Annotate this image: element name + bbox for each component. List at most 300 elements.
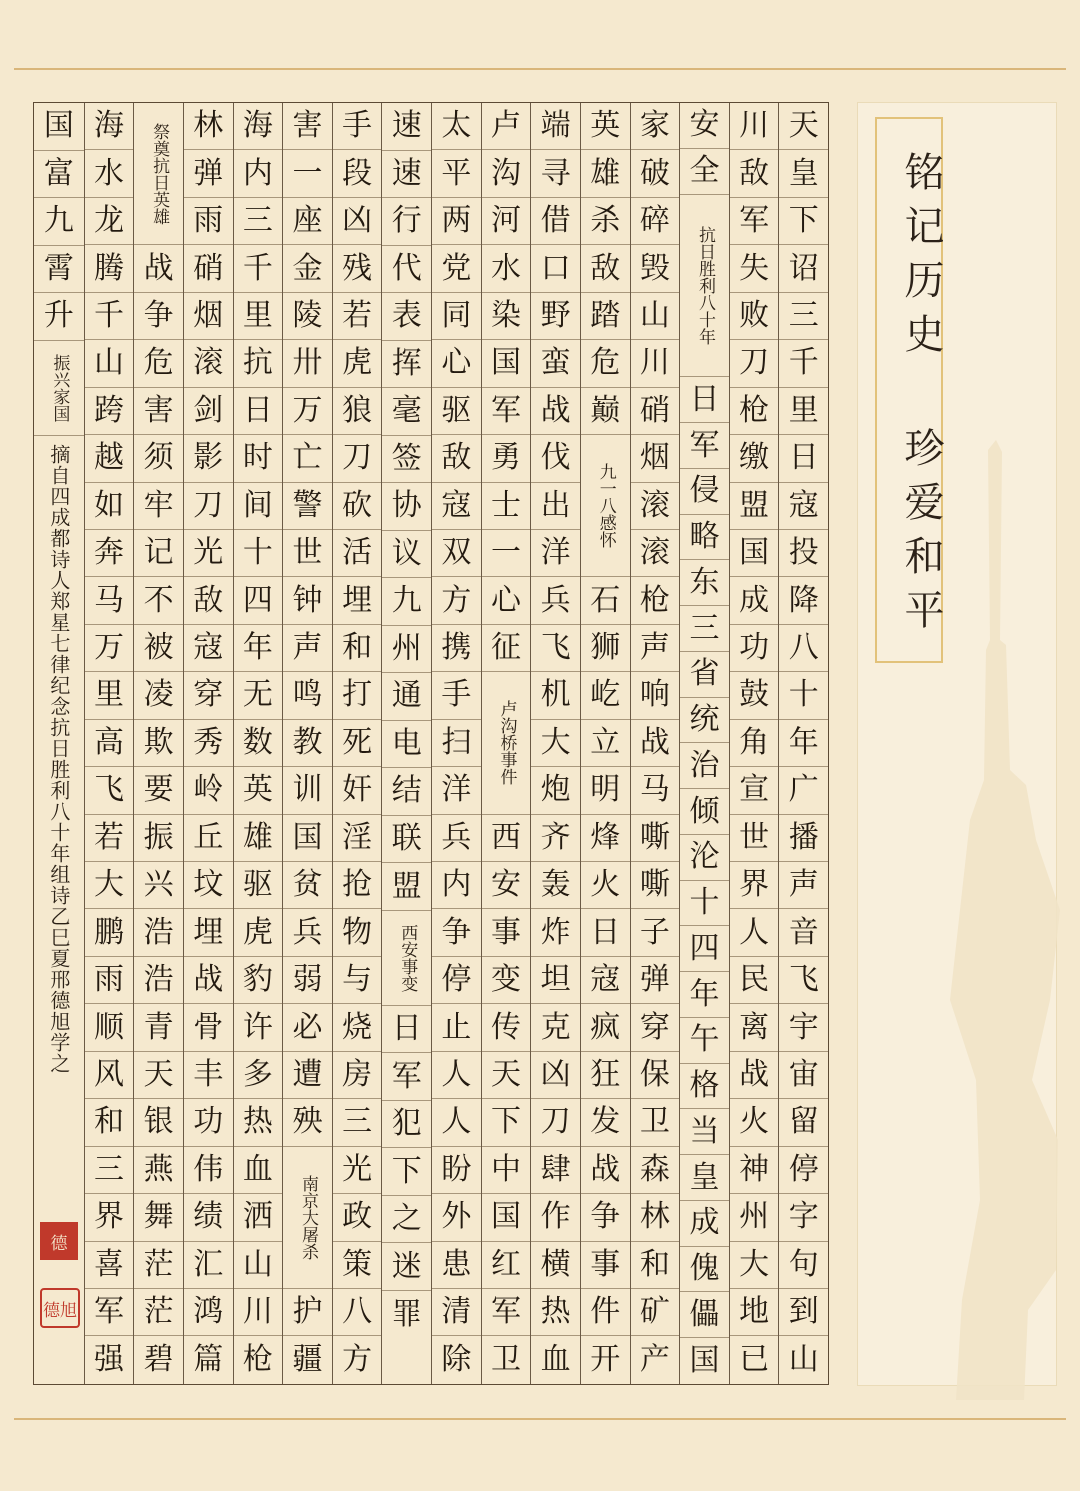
character-cell: 腾 xyxy=(85,245,134,292)
character-cell: 留 xyxy=(779,1099,828,1146)
character-cell: 寇 xyxy=(432,483,481,530)
character-cell: 砍 xyxy=(333,483,382,530)
character-cell: 事 xyxy=(482,909,531,956)
character-cell: 成 xyxy=(730,577,779,624)
character-cell: 热 xyxy=(531,1289,580,1336)
character-cell: 疯 xyxy=(581,1004,630,1051)
character-cell: 河 xyxy=(482,198,531,245)
character-cell: 沟 xyxy=(482,150,531,197)
character-cell: 死 xyxy=(333,720,382,767)
character-cell: 皇 xyxy=(680,1155,729,1201)
character-cell: 国 xyxy=(730,530,779,577)
character-cell: 停 xyxy=(432,957,481,1004)
character-cell: 踏 xyxy=(581,293,630,340)
character-cell: 年 xyxy=(779,720,828,767)
character-cell: 发 xyxy=(581,1099,630,1146)
character-cell: 事 xyxy=(581,1242,630,1289)
character-cell: 广 xyxy=(779,767,828,814)
character-cell: 埋 xyxy=(184,909,233,956)
character-cell: 狂 xyxy=(581,1052,630,1099)
character-cell: 战 xyxy=(730,1052,779,1099)
character-cell: 犯 xyxy=(382,1101,431,1149)
text-column xyxy=(431,103,481,1384)
annotation-note: 祭奠抗日英雄 xyxy=(134,103,183,245)
character-cell: 神 xyxy=(730,1147,779,1194)
character-cell: 功 xyxy=(730,625,779,672)
character-cell: 横 xyxy=(531,1242,580,1289)
text-column xyxy=(133,103,183,1384)
character-cell: 患 xyxy=(432,1242,481,1289)
character-cell: 光 xyxy=(333,1147,382,1194)
character-cell: 豹 xyxy=(234,957,283,1004)
character-cell: 英 xyxy=(581,103,630,150)
character-cell: 雨 xyxy=(184,198,233,245)
character-cell: 害 xyxy=(283,103,332,150)
character-cell: 马 xyxy=(85,577,134,624)
character-cell: 十 xyxy=(680,881,729,927)
character-cell: 里 xyxy=(779,388,828,435)
character-cell: 皇 xyxy=(779,150,828,197)
character-cell: 鸿 xyxy=(184,1289,233,1336)
character-cell: 跨 xyxy=(85,388,134,435)
character-cell: 变 xyxy=(482,957,531,1004)
character-cell: 双 xyxy=(432,530,481,577)
character-cell: 秀 xyxy=(184,720,233,767)
character-cell: 音 xyxy=(779,909,828,956)
character-cell: 和 xyxy=(631,1242,680,1289)
character-cell: 烟 xyxy=(184,293,233,340)
character-cell: 齐 xyxy=(531,815,580,862)
character-cell: 机 xyxy=(531,672,580,719)
character-cell: 浩 xyxy=(134,957,183,1004)
character-cell: 出 xyxy=(531,483,580,530)
bottom-gold-rule xyxy=(14,1418,1066,1420)
character-cell: 高 xyxy=(85,720,134,767)
character-cell: 大 xyxy=(85,862,134,909)
character-cell: 教 xyxy=(283,720,332,767)
character-cell: 人 xyxy=(432,1099,481,1146)
character-cell: 水 xyxy=(85,150,134,197)
character-cell: 之 xyxy=(382,1196,431,1244)
character-cell: 八 xyxy=(333,1289,382,1336)
character-cell: 州 xyxy=(382,626,431,674)
character-cell: 儡 xyxy=(680,1292,729,1338)
text-column xyxy=(332,103,382,1384)
character-cell: 若 xyxy=(85,815,134,862)
character-cell: 风 xyxy=(85,1052,134,1099)
character-cell: 欺 xyxy=(134,720,183,767)
character-cell: 危 xyxy=(581,340,630,387)
character-cell: 两 xyxy=(432,198,481,245)
character-cell: 富 xyxy=(34,151,84,199)
character-cell: 人 xyxy=(432,1052,481,1099)
character-cell: 枪 xyxy=(242,1342,273,1378)
character-cell: 除 xyxy=(441,1342,472,1378)
character-cell: 山 xyxy=(234,1242,283,1289)
character-cell: 卢 xyxy=(482,103,531,150)
character-cell: 代 xyxy=(382,246,431,294)
character-cell: 硝 xyxy=(631,388,680,435)
character-cell: 明 xyxy=(581,767,630,814)
character-cell: 滚 xyxy=(631,483,680,530)
character-cell: 虎 xyxy=(333,340,382,387)
text-column xyxy=(580,103,630,1384)
rifle-watermark-icon xyxy=(940,440,1060,1400)
character-cell: 敌 xyxy=(730,150,779,197)
character-cell: 鼓 xyxy=(730,672,779,719)
character-cell: 坦 xyxy=(531,957,580,1004)
text-column xyxy=(381,103,431,1384)
annotation-note: 南京大屠杀 xyxy=(283,1147,332,1289)
character-cell: 签 xyxy=(382,436,431,484)
character-cell: 传 xyxy=(482,1004,531,1051)
character-cell: 间 xyxy=(234,483,283,530)
character-cell: 石 xyxy=(581,577,630,624)
character-cell: 功 xyxy=(184,1099,233,1146)
character-cell: 傀 xyxy=(680,1247,729,1293)
character-cell: 奸 xyxy=(333,767,382,814)
character-cell: 火 xyxy=(581,862,630,909)
character-cell: 殃 xyxy=(283,1099,332,1146)
character-cell: 龙 xyxy=(85,198,134,245)
character-cell: 碧 xyxy=(143,1342,174,1378)
character-cell: 穿 xyxy=(184,672,233,719)
character-cell: 下 xyxy=(482,1099,531,1146)
character-cell: 结 xyxy=(382,768,431,816)
character-cell: 银 xyxy=(134,1099,183,1146)
character-cell: 汇 xyxy=(184,1242,233,1289)
character-cell: 滚 xyxy=(631,530,680,577)
character-cell: 世 xyxy=(283,530,332,577)
top-gold-rule xyxy=(14,68,1066,70)
character-cell: 声 xyxy=(779,862,828,909)
character-cell: 虎 xyxy=(234,909,283,956)
character-cell: 时 xyxy=(234,435,283,482)
character-cell: 杀 xyxy=(581,198,630,245)
character-cell: 血 xyxy=(234,1147,283,1194)
character-cell: 危 xyxy=(134,340,183,387)
character-cell: 罪 xyxy=(391,1296,422,1332)
character-cell: 九 xyxy=(34,198,84,246)
character-cell: 矿 xyxy=(631,1289,680,1336)
character-cell: 盟 xyxy=(730,483,779,530)
character-cell: 振 xyxy=(134,815,183,862)
text-column xyxy=(34,103,84,1384)
character-cell: 茫 xyxy=(134,1289,183,1336)
character-cell: 响 xyxy=(631,672,680,719)
character-cell: 喜 xyxy=(85,1242,134,1289)
character-cell: 骨 xyxy=(184,1004,233,1051)
character-cell: 略 xyxy=(680,515,729,561)
character-cell: 丰 xyxy=(184,1052,233,1099)
character-cell: 降 xyxy=(779,577,828,624)
character-cell: 洋 xyxy=(531,530,580,577)
character-cell: 林 xyxy=(184,103,233,150)
character-cell: 地 xyxy=(730,1289,779,1336)
character-cell: 战 xyxy=(134,245,183,292)
character-cell: 抗 xyxy=(234,340,283,387)
character-cell: 家 xyxy=(631,103,680,150)
character-cell: 下 xyxy=(779,198,828,245)
character-cell: 枪 xyxy=(631,577,680,624)
character-cell: 一 xyxy=(283,150,332,197)
character-cell: 鹏 xyxy=(85,909,134,956)
character-cell: 千 xyxy=(234,245,283,292)
character-cell: 国 xyxy=(482,340,531,387)
character-cell: 影 xyxy=(184,435,233,482)
character-cell: 寻 xyxy=(531,150,580,197)
annotation-note: 卢沟桥事件 xyxy=(482,672,531,814)
character-cell: 成 xyxy=(680,1201,729,1247)
character-cell: 军 xyxy=(680,423,729,469)
character-cell: 宇 xyxy=(779,1004,828,1051)
character-cell: 敌 xyxy=(432,435,481,482)
annotation-note: 抗日胜利八十年 xyxy=(680,195,729,378)
character-cell: 雄 xyxy=(581,150,630,197)
character-cell: 林 xyxy=(631,1194,680,1241)
character-cell: 策 xyxy=(333,1242,382,1289)
character-cell: 离 xyxy=(730,1004,779,1051)
calligraphy-grid xyxy=(33,102,829,1385)
character-cell: 染 xyxy=(482,293,531,340)
character-cell: 界 xyxy=(730,862,779,909)
character-cell: 疆 xyxy=(292,1342,323,1378)
character-cell: 政 xyxy=(333,1194,382,1241)
character-cell: 段 xyxy=(333,150,382,197)
character-cell: 字 xyxy=(779,1194,828,1241)
character-cell: 川 xyxy=(730,103,779,150)
character-cell: 借 xyxy=(531,198,580,245)
character-cell: 速 xyxy=(382,103,431,151)
character-cell: 口 xyxy=(531,245,580,292)
character-cell: 刀 xyxy=(531,1099,580,1146)
character-cell: 钟 xyxy=(283,577,332,624)
character-cell: 方 xyxy=(432,577,481,624)
character-cell: 盟 xyxy=(382,863,431,911)
character-cell: 战 xyxy=(581,1147,630,1194)
character-cell: 国 xyxy=(283,815,332,862)
character-cell: 驱 xyxy=(432,388,481,435)
character-cell: 碎 xyxy=(631,198,680,245)
character-cell: 克 xyxy=(531,1004,580,1051)
character-cell: 外 xyxy=(432,1194,481,1241)
character-cell: 须 xyxy=(134,435,183,482)
character-cell: 军 xyxy=(85,1289,134,1336)
character-cell: 万 xyxy=(283,388,332,435)
character-cell: 血 xyxy=(540,1342,571,1378)
character-cell: 寇 xyxy=(184,625,233,672)
character-cell: 件 xyxy=(581,1289,630,1336)
character-cell: 强 xyxy=(93,1342,124,1378)
character-cell: 卅 xyxy=(283,340,332,387)
character-cell: 清 xyxy=(432,1289,481,1336)
character-cell: 鸣 xyxy=(283,672,332,719)
character-cell: 奔 xyxy=(85,530,134,577)
character-cell: 狮 xyxy=(581,625,630,672)
character-cell: 作 xyxy=(531,1194,580,1241)
character-cell: 舞 xyxy=(134,1194,183,1241)
character-cell: 燕 xyxy=(134,1147,183,1194)
character-cell: 巅 xyxy=(581,388,630,435)
character-cell: 嘶 xyxy=(631,815,680,862)
character-cell: 记 xyxy=(134,530,183,577)
character-cell: 军 xyxy=(730,198,779,245)
character-cell: 寇 xyxy=(581,957,630,1004)
character-cell: 升 xyxy=(34,293,84,341)
character-cell: 年 xyxy=(680,972,729,1018)
annotation-note: 九一八感怀 xyxy=(581,435,630,577)
character-cell: 内 xyxy=(432,862,481,909)
character-cell: 山 xyxy=(85,340,134,387)
character-cell: 兵 xyxy=(531,577,580,624)
character-cell: 嘶 xyxy=(631,862,680,909)
character-cell: 军 xyxy=(482,1289,531,1336)
character-cell: 伟 xyxy=(184,1147,233,1194)
annotation-note: 西安事变 xyxy=(382,911,431,1006)
character-cell: 海 xyxy=(85,103,134,150)
character-cell: 联 xyxy=(382,816,431,864)
character-cell: 界 xyxy=(85,1194,134,1241)
character-cell: 害 xyxy=(134,388,183,435)
character-cell: 太 xyxy=(432,103,481,150)
character-cell: 川 xyxy=(631,340,680,387)
character-cell: 残 xyxy=(333,245,382,292)
character-cell: 寇 xyxy=(779,483,828,530)
character-cell: 通 xyxy=(382,673,431,721)
character-cell: 亡 xyxy=(283,435,332,482)
text-column xyxy=(481,103,531,1384)
character-cell: 狼 xyxy=(333,388,382,435)
character-cell: 如 xyxy=(85,483,134,530)
character-cell: 日 xyxy=(581,909,630,956)
text-column xyxy=(630,103,680,1384)
character-cell: 无 xyxy=(234,672,283,719)
character-cell: 统 xyxy=(680,698,729,744)
character-cell: 午 xyxy=(680,1018,729,1064)
character-cell: 飞 xyxy=(85,767,134,814)
character-cell: 士 xyxy=(482,483,531,530)
character-cell: 飞 xyxy=(531,625,580,672)
character-cell: 牢 xyxy=(134,483,183,530)
character-cell: 议 xyxy=(382,531,431,579)
character-cell: 兵 xyxy=(432,815,481,862)
character-cell: 日 xyxy=(234,388,283,435)
character-cell: 凌 xyxy=(134,672,183,719)
character-cell: 争 xyxy=(134,293,183,340)
character-cell: 民 xyxy=(730,957,779,1004)
character-cell: 座 xyxy=(283,198,332,245)
text-column xyxy=(233,103,283,1384)
character-cell: 淫 xyxy=(333,815,382,862)
character-cell: 心 xyxy=(482,577,531,624)
text-column xyxy=(679,103,729,1384)
character-cell: 川 xyxy=(234,1289,283,1336)
character-cell: 要 xyxy=(134,767,183,814)
character-cell: 三 xyxy=(85,1147,134,1194)
text-column xyxy=(778,103,828,1384)
character-cell: 海 xyxy=(234,103,283,150)
character-cell: 国 xyxy=(482,1194,531,1241)
text-column xyxy=(282,103,332,1384)
character-cell: 手 xyxy=(333,103,382,150)
character-cell: 千 xyxy=(85,293,134,340)
character-cell: 子 xyxy=(631,909,680,956)
character-cell: 水 xyxy=(482,245,531,292)
character-cell: 败 xyxy=(730,293,779,340)
annotation-note: 振兴家国 xyxy=(34,341,84,436)
character-cell: 许 xyxy=(234,1004,283,1051)
character-cell: 森 xyxy=(631,1147,680,1194)
seal-stamp: 德 xyxy=(40,1222,78,1260)
character-cell: 立 xyxy=(581,720,630,767)
character-cell: 止 xyxy=(432,1004,481,1051)
character-cell: 绩 xyxy=(184,1194,233,1241)
character-cell: 内 xyxy=(234,150,283,197)
character-cell: 剑 xyxy=(184,388,233,435)
character-cell: 凶 xyxy=(531,1052,580,1099)
character-cell: 硝 xyxy=(184,245,233,292)
character-cell: 里 xyxy=(85,672,134,719)
character-cell: 万 xyxy=(85,625,134,672)
character-cell: 侵 xyxy=(680,469,729,515)
character-cell: 若 xyxy=(333,293,382,340)
character-cell: 人 xyxy=(730,909,779,956)
character-cell: 房 xyxy=(333,1052,382,1099)
character-cell: 方 xyxy=(342,1342,373,1378)
character-cell: 三 xyxy=(680,606,729,652)
character-cell: 倾 xyxy=(680,789,729,835)
character-cell: 声 xyxy=(631,625,680,672)
character-cell: 数 xyxy=(234,720,283,767)
page-title: 铭记历史 珍爱和平 xyxy=(875,117,943,663)
character-cell: 失 xyxy=(730,245,779,292)
character-cell: 蛮 xyxy=(531,340,580,387)
character-cell: 携 xyxy=(432,625,481,672)
character-cell: 霄 xyxy=(34,246,84,294)
character-cell: 越 xyxy=(85,435,134,482)
character-cell: 烟 xyxy=(631,435,680,482)
character-cell: 和 xyxy=(85,1099,134,1146)
text-column xyxy=(530,103,580,1384)
character-cell: 物 xyxy=(333,909,382,956)
character-cell: 滚 xyxy=(184,340,233,387)
character-cell: 山 xyxy=(788,1342,819,1378)
character-cell: 洒 xyxy=(234,1194,283,1241)
character-cell: 卫 xyxy=(631,1099,680,1146)
character-cell: 浩 xyxy=(134,909,183,956)
character-cell: 挥 xyxy=(382,341,431,389)
character-cell: 战 xyxy=(184,957,233,1004)
character-cell: 平 xyxy=(432,150,481,197)
character-cell: 光 xyxy=(184,530,233,577)
character-cell: 一 xyxy=(482,530,531,577)
character-cell: 协 xyxy=(382,483,431,531)
character-cell: 军 xyxy=(482,388,531,435)
character-cell: 轰 xyxy=(531,862,580,909)
character-cell: 四 xyxy=(234,577,283,624)
text-column xyxy=(729,103,779,1384)
character-cell: 被 xyxy=(134,625,183,672)
character-cell: 岭 xyxy=(184,767,233,814)
character-cell: 诏 xyxy=(779,245,828,292)
character-cell: 日 xyxy=(680,377,729,423)
character-cell: 缴 xyxy=(730,435,779,482)
character-cell: 不 xyxy=(134,577,183,624)
character-cell: 金 xyxy=(283,245,332,292)
character-cell: 野 xyxy=(531,293,580,340)
character-cell: 凶 xyxy=(333,198,382,245)
character-cell: 手 xyxy=(432,672,481,719)
